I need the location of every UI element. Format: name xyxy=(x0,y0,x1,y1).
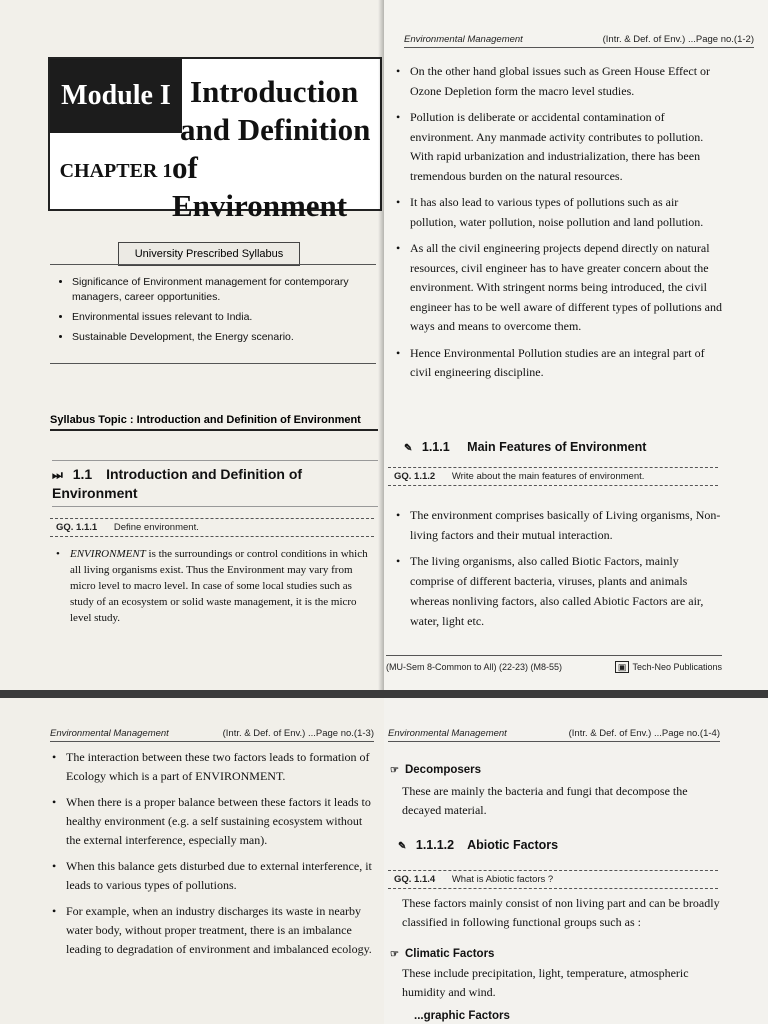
chapter-title xyxy=(172,73,380,225)
pencil-icon: ✎ xyxy=(404,443,413,454)
decomposers-heading xyxy=(390,764,481,776)
climatic-text: These include precipitation, light, temperature, atmospheric humidity and wind. xyxy=(402,966,689,999)
header-right: (Intr. & Def. of Env.) ...Page no.(1-2) xyxy=(602,34,754,45)
header-left: Environmental Management xyxy=(404,34,523,45)
page-1 xyxy=(0,0,384,690)
gq-code: GQ. 1.1.4 xyxy=(394,874,436,885)
chapter-title-line: Introduction xyxy=(190,74,359,109)
syllabus-item: • Sustainable Development, the Energy scenario. xyxy=(72,330,376,345)
module-title-box xyxy=(48,57,382,223)
section-title: Introduction and Definition of Environment xyxy=(52,466,303,501)
page3-bullets xyxy=(48,748,378,966)
gq-box xyxy=(50,518,374,537)
gq-text: Define environment. xyxy=(113,522,199,533)
features-bullets xyxy=(392,505,722,631)
syllabus-topic: Syllabus Topic : Introduction and Definition of Environment xyxy=(50,414,378,431)
subsection-title: Abiotic Factors xyxy=(467,838,559,852)
list-item: • It has also lead to various types of pollutions such as air pollution, water pollution, noise pollution and land pollution. xyxy=(392,193,722,232)
header-left: Environmental Management xyxy=(50,728,169,739)
climatic-title: Climatic Factors xyxy=(404,948,495,960)
list-item: • On the other hand global issues such as Green House Effect or Ozone Depletion form the macro level studies. xyxy=(392,62,722,101)
footer-left: (MU-Sem 8-Common to All) (22-23) (M8-55) xyxy=(386,662,563,672)
pointer-icon: ☞ xyxy=(390,949,399,960)
bullet-text: is the surroundings or control conditions in which all living organisms exist. Thus the Environment may vary from micro level to macro level. In case of some local studies such as study of an ecosystem or solid waste management, it is the micro level study. xyxy=(70,548,368,624)
term: ENVIRONMENT xyxy=(70,548,146,560)
decomposers-text: These are mainly the bacteria and fungi that decompose the decayed material. xyxy=(402,784,688,817)
gq-code: GQ. 1.1.1 xyxy=(56,522,98,533)
gq-text: What is Abiotic factors ? xyxy=(451,874,554,885)
list-item: • The living organisms, also called Biotic Factors, mainly comprise of different bacteria, viruses, plants and animals whereas nonliving factors, also called Abiotic Factors are air, water, light etc. xyxy=(392,551,722,631)
gq-text: Write about the main features of environment. xyxy=(451,471,645,482)
gq-code: GQ. 1.1.2 xyxy=(394,471,436,482)
gq-box xyxy=(388,870,718,889)
header-left: Environmental Management xyxy=(388,728,507,739)
header-right: (Intr. & Def. of Env.) ...Page no.(1-4) xyxy=(568,728,720,739)
publisher-name: Tech-Neo Publications xyxy=(632,662,722,672)
chapter-title-line: of Environment xyxy=(172,150,348,223)
list-item: • For example, when an industry discharges its waste in nearby water body, without proper treatment, there is an imbalance leading to degradation of environment and imbalanced ecology. xyxy=(48,902,378,959)
syllabus-box xyxy=(50,264,376,364)
publisher xyxy=(615,662,722,673)
list-item: • Hence Environmental Pollution studies are an integral part of civil engineering discipline. xyxy=(392,344,722,383)
list-item: • Pollution is deliberate or accidental contamination of environment. Any manmade activity contributes to pollution. With rapid urbanization and industrialization, there has been tremendous burden on the natural resources. xyxy=(392,108,722,186)
section-heading xyxy=(52,460,378,507)
syllabus-label: University Prescribed Syllabus xyxy=(118,242,300,266)
page2-bullets xyxy=(392,62,722,390)
pencil-icon: ✎ xyxy=(398,841,407,852)
page-3 xyxy=(0,698,384,1024)
syllabus-item: • Significance of Environment management for contemporary managers, career opportunities. xyxy=(72,275,376,305)
subsection-number: 1.1.1 xyxy=(421,440,450,454)
syllabus-item: • Environmental issues relevant to India. xyxy=(72,310,376,325)
module-label: Module I xyxy=(50,59,182,133)
next-title: ...graphic Factors xyxy=(414,1010,510,1022)
page-header xyxy=(404,34,754,48)
subsection-number: 1.1.1.2 xyxy=(415,838,455,852)
publisher-logo-icon: ▣ xyxy=(615,661,630,673)
page-header xyxy=(50,728,374,742)
chapter-title-line: and Definition xyxy=(180,112,371,147)
gq-box xyxy=(388,467,718,486)
subsection-heading xyxy=(398,838,558,852)
list-item: • As all the civil engineering projects depend directly on natural resources, civil engineer has to have greater concern about the environment. With stringent norms being introduced, the civil engineer has to be well aware of different types of pollutions and ways and means to overcome them. xyxy=(392,239,722,337)
intro-bullets xyxy=(52,546,374,626)
chapter-label: CHAPTER 1 xyxy=(59,159,173,182)
abiotic-text: These factors mainly consist of non living part and can be broadly classified in following functional groups such as : xyxy=(402,896,720,929)
page-4 xyxy=(384,698,768,1024)
pointer-icon: ☞ xyxy=(390,765,399,776)
next-heading xyxy=(414,1010,510,1022)
list-item: • The environment comprises basically of Living organisms, Non-living factors and their mutual interaction. xyxy=(392,505,722,545)
list-item: • When there is a proper balance between these factors it leads to healthy environment (e.g. a self sustaining ecosystem without the external interference, especially man). xyxy=(48,793,378,850)
section-arrow-icon: ⏭ xyxy=(52,468,63,482)
list-item xyxy=(52,546,374,626)
section-number: 1.1 xyxy=(72,466,93,482)
header-right: (Intr. & Def. of Env.) ...Page no.(1-3) xyxy=(222,728,374,739)
page-header xyxy=(388,728,720,742)
climatic-heading xyxy=(390,948,494,960)
page-footer xyxy=(386,655,722,673)
list-item: • When this balance gets disturbed due to external interference, it leads to various types of pollutions. xyxy=(48,857,378,895)
decomposers-title: Decomposers xyxy=(404,764,482,776)
subsection-heading xyxy=(404,440,646,454)
list-item: • The interaction between these two factors leads to formation of Ecology which is a part of ENVIRONMENT. xyxy=(48,748,378,786)
subsection-title: Main Features of Environment xyxy=(467,440,647,454)
